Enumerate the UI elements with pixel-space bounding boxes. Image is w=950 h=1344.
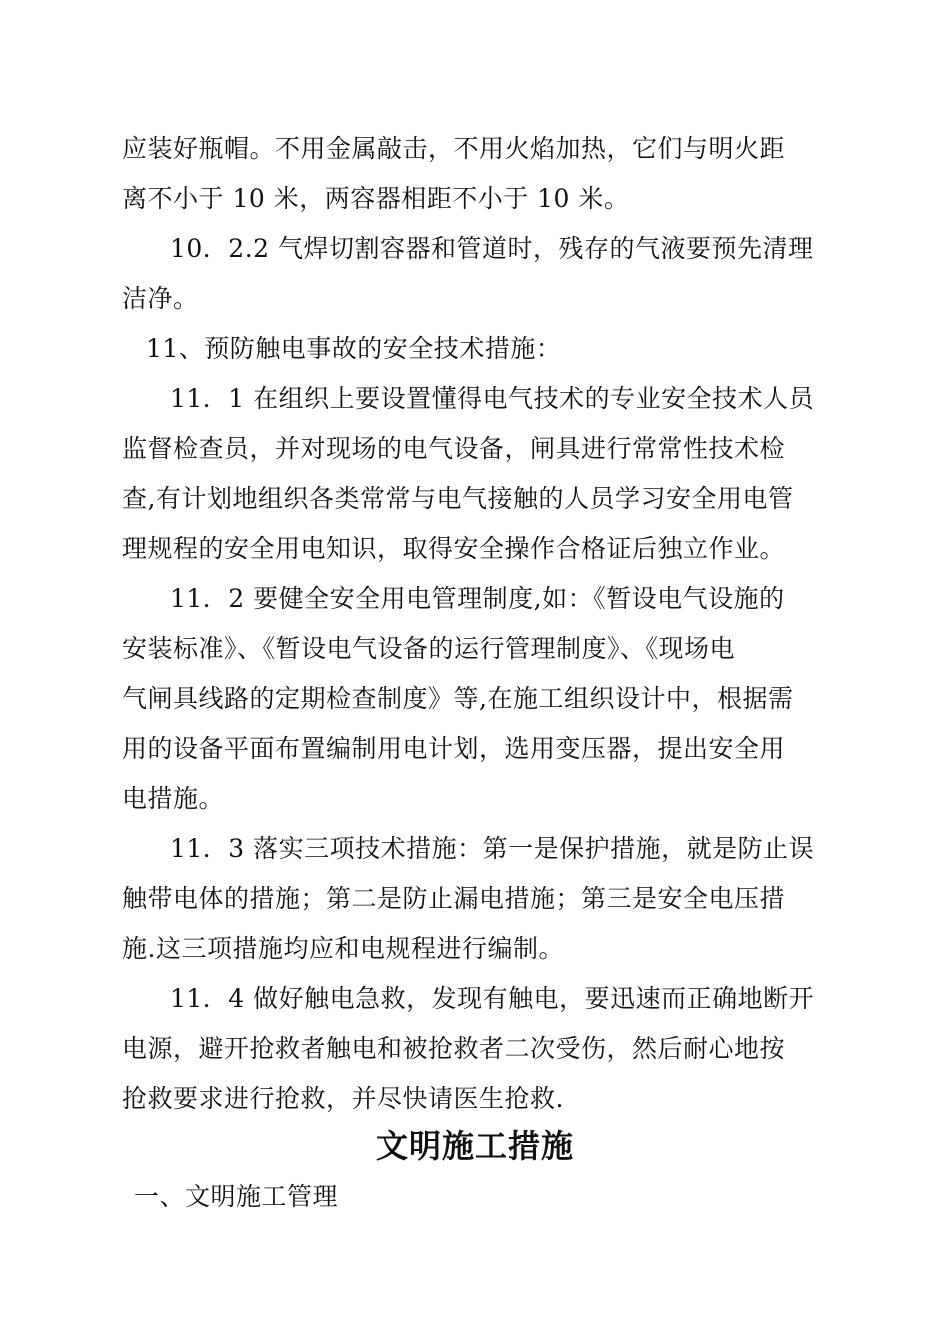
text-line: 触带电体的措施；第二是防止漏电措施；第三是安全电压措	[122, 884, 786, 913]
text-line: 10．2.2 气焊切割容器和管道时，残存的气液要预先清理	[170, 234, 814, 263]
text-line: 抢救要求进行抢救，并尽快请医生抢救.	[122, 1084, 564, 1113]
text-line: 11．3 落实三项技术措施：第一是保护措施，就是防止误	[170, 834, 815, 863]
text-line: 11．4 做好触电急救，发现有触电，要迅速而正确地断开	[170, 984, 815, 1013]
section-title: 11、预防触电事故的安全技术措施：	[146, 334, 562, 363]
text-line: 11．2 要健全安全用电管理制度,如：《暂设电气设施的	[170, 584, 785, 613]
text-line: 洁净。	[122, 284, 199, 313]
text-line: 用的设备平面布置编制用电计划，选用变压器，提出安全用	[122, 734, 786, 763]
text-line: 施.这三项措施均应和电规程进行编制。	[122, 934, 564, 963]
text-line: 电措施。	[122, 784, 225, 813]
page-heading: 文明施工措施	[375, 1127, 574, 1165]
text-line: 理规程的安全用电知识，取得安全操作合格证后独立作业。	[122, 534, 786, 563]
text-line: 监督检查员，并对现场的电气设备，闸具进行常常性技术检	[122, 434, 786, 463]
text-line: 查,有计划地组织各类常常与电气接触的人员学习安全用电管	[122, 484, 794, 513]
text-line: 安装标准》、《暂设电气设备的运行管理制度》、《现场电	[122, 634, 736, 663]
text-line: 气闸具线路的定期检查制度》等,在施工组织设计中，根据需	[122, 684, 794, 713]
text-line: 11．1 在组织上要设置懂得电气技术的专业安全技术人员	[170, 384, 815, 413]
subheading: 一、文明施工管理	[134, 1182, 339, 1211]
text-line: 离不小于 10 米，两容器相距不小于 10 米。	[122, 184, 630, 213]
text-line: 应装好瓶帽。不用金属敲击，不用火焰加热，它们与明火距	[122, 134, 786, 163]
text-line: 电源，避开抢救者触电和被抢救者二次受伤，然后耐心地按	[122, 1034, 786, 1063]
